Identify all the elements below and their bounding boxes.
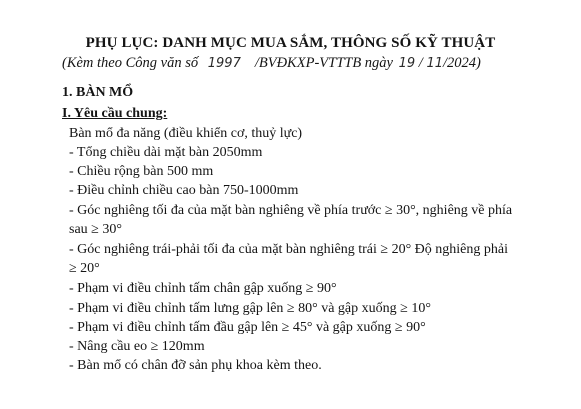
subheading-general-requirements: I. Yêu cầu chung:: [62, 106, 168, 121]
spec-line: Bàn mổ đa năng (điều khiển cơ, thuỷ lực): [69, 126, 303, 141]
handwritten-month: 11: [426, 56, 443, 71]
spec-line: - Tổng chiều dài mặt bàn 2050mm: [69, 145, 263, 160]
document-title: PHỤ LỤC: DANH MỤC MUA SẮM, THÔNG SỐ KỸ THUẬT: [85, 35, 496, 51]
section-heading: 1. BÀN MỔ: [62, 85, 134, 100]
spec-line: - Phạm vi điều chỉnh tấm lưng gập lên ≥ 80° và gập xuống ≥ 10°: [69, 301, 431, 316]
spec-line: - Góc nghiêng tối đa của mặt bàn nghiêng về phía trước ≥ 30°, nghiêng về phía: [69, 203, 513, 218]
spec-line: - Góc nghiêng trái-phải tối đa của mặt bàn nghiêng trái ≥ 20° Độ nghiêng phải: [69, 242, 508, 257]
handwritten-doc-number: 1997: [207, 56, 241, 71]
document-subtitle: [62, 55, 481, 72]
spec-line: - Nâng cầu eo ≥ 120mm: [69, 339, 205, 354]
spec-line: - Phạm vi điều chỉnh tấm chân gập xuống ≥ 90°: [69, 281, 337, 296]
handwritten-day: 19: [398, 56, 416, 71]
spec-line: sau ≥ 30°: [69, 222, 122, 237]
spec-line: - Điều chỉnh chiều cao bàn 750-1000mm: [69, 183, 299, 198]
subtitle-mid: /BVĐKXP-VTTTB ngày: [254, 55, 393, 71]
date-separator: /: [418, 55, 423, 71]
subtitle-prefix: (Kèm theo Công văn số: [62, 55, 199, 71]
spec-line: - Bàn mổ có chân đỡ sản phụ khoa kèm theo.: [69, 358, 322, 373]
spec-line: - Phạm vi điều chỉnh tấm đầu gập lên ≥ 45° và gập xuống ≥ 90°: [69, 320, 426, 335]
spec-line: ≥ 20°: [69, 261, 100, 276]
subtitle-year: /2024): [443, 55, 481, 71]
spec-line: - Chiều rộng bàn 500 mm: [69, 164, 214, 179]
